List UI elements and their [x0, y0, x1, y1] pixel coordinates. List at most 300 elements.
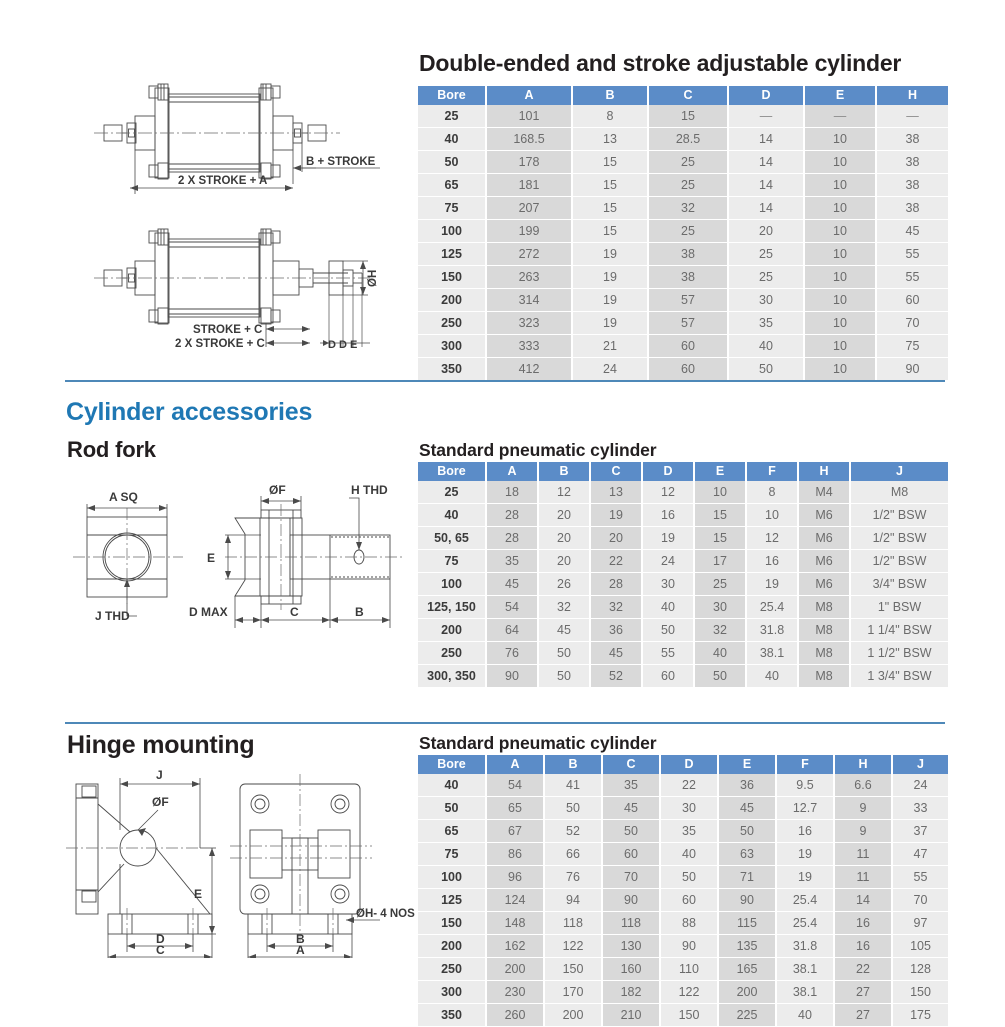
dim-label-2xstroke-a: 2 X STROKE + A: [178, 175, 268, 187]
cell-e: 32: [694, 619, 746, 642]
cell-c: 13: [590, 481, 642, 504]
cell-b: 15: [572, 197, 648, 220]
cell-j: 97: [892, 912, 948, 935]
cell-e: 17: [694, 550, 746, 573]
cell-b: 12: [538, 481, 590, 504]
cell-d: 25: [728, 266, 804, 289]
dim-label-j-thd: J THD: [95, 609, 130, 623]
cell-f: 12.7: [776, 797, 834, 820]
column-header-b: B: [538, 462, 590, 481]
cell-b: 26: [538, 573, 590, 596]
cell-e: 10: [804, 289, 876, 312]
cell-h: M8: [798, 619, 850, 642]
cell-a: 207: [486, 197, 572, 220]
cell-b: 24: [572, 358, 648, 381]
cell-b: 52: [544, 820, 602, 843]
cell-h: 38: [876, 128, 948, 151]
cell-j: M8: [850, 481, 948, 504]
table-row: [418, 912, 948, 935]
table-row: [418, 573, 948, 596]
cell-c: 130: [602, 935, 660, 958]
cell-c: 118: [602, 912, 660, 935]
cell-f: 9.5: [776, 774, 834, 797]
cell-d: 12: [642, 481, 694, 504]
cell-d: 19: [642, 527, 694, 550]
cell-d: 14: [728, 197, 804, 220]
cell-c: 28: [590, 573, 642, 596]
column-header-f: F: [776, 755, 834, 774]
cell-a: 314: [486, 289, 572, 312]
cell-a: 168.5: [486, 128, 572, 151]
cell-h: 9: [834, 797, 892, 820]
cell-bore: 350: [418, 358, 486, 381]
cell-h: M8: [798, 642, 850, 665]
cell-d: 30: [642, 573, 694, 596]
cell-c: 90: [602, 889, 660, 912]
column-header-c: C: [602, 755, 660, 774]
cell-b: 150: [544, 958, 602, 981]
cell-e: 10: [804, 335, 876, 358]
cell-a: 64: [486, 619, 538, 642]
cell-c: 50: [602, 820, 660, 843]
dim-label-b: B: [355, 605, 364, 619]
table-row: [418, 550, 948, 573]
cell-c: 38: [648, 243, 728, 266]
column-header-j: J: [892, 755, 948, 774]
cell-c: 60: [602, 843, 660, 866]
table-row: [418, 174, 948, 197]
cell-j: 1 1/2" BSW: [850, 642, 948, 665]
cell-c: 182: [602, 981, 660, 1004]
cell-j: 175: [892, 1004, 948, 1027]
dim-label-e: E: [350, 339, 358, 351]
column-header-e: E: [694, 462, 746, 481]
cell-a: 263: [486, 266, 572, 289]
cell-c: 45: [590, 642, 642, 665]
cell-bore: 100: [418, 573, 486, 596]
cell-d: 60: [642, 665, 694, 688]
column-header-j: J: [850, 462, 948, 481]
cell-c: 60: [648, 335, 728, 358]
cell-c: 15: [648, 105, 728, 128]
cell-a: 28: [486, 527, 538, 550]
cell-bore: 150: [418, 912, 486, 935]
cell-b: 20: [538, 550, 590, 573]
cell-b: 19: [572, 289, 648, 312]
dim-label-e-hinge: E: [194, 887, 203, 901]
table-row: [418, 1004, 948, 1027]
cell-h: M6: [798, 550, 850, 573]
cell-a: 35: [486, 550, 538, 573]
cell-h: 22: [834, 958, 892, 981]
table-rod-fork-wrapper: [418, 462, 948, 688]
cell-f: 10: [746, 504, 798, 527]
drawing-hinge-mounting: [60, 768, 420, 958]
column-header-d: D: [728, 86, 804, 105]
cell-b: 32: [538, 596, 590, 619]
cell-b: 13: [572, 128, 648, 151]
table-hinge-wrapper: [418, 755, 948, 1027]
cell-e: 10: [694, 481, 746, 504]
cell-d: 40: [660, 843, 718, 866]
cell-e: 135: [718, 935, 776, 958]
column-header-d: D: [660, 755, 718, 774]
cell-j: 37: [892, 820, 948, 843]
cell-bore: 125: [418, 243, 486, 266]
cell-j: 70: [892, 889, 948, 912]
dim-label-c-hinge: C: [156, 943, 165, 957]
cell-h: 16: [834, 935, 892, 958]
cell-j: 150: [892, 981, 948, 1004]
cell-bore: 250: [418, 958, 486, 981]
cell-j: 1/2" BSW: [850, 527, 948, 550]
cell-b: 8: [572, 105, 648, 128]
dim-label-2xstroke-c: 2 X STROKE + C: [175, 338, 265, 350]
cell-d: 24: [642, 550, 694, 573]
cell-d: 110: [660, 958, 718, 981]
cell-c: 28.5: [648, 128, 728, 151]
cell-f: 38.1: [746, 642, 798, 665]
cell-f: 19: [776, 843, 834, 866]
column-header-h: H: [798, 462, 850, 481]
cell-d: 14: [728, 151, 804, 174]
cell-f: 19: [776, 866, 834, 889]
column-header-b: B: [544, 755, 602, 774]
cell-h: 11: [834, 866, 892, 889]
cell-e: 225: [718, 1004, 776, 1027]
cell-d: 55: [642, 642, 694, 665]
table-row: [418, 642, 948, 665]
cell-c: 57: [648, 289, 728, 312]
cell-d: 88: [660, 912, 718, 935]
table-row: [418, 335, 948, 358]
cell-h: M6: [798, 504, 850, 527]
cell-e: 200: [718, 981, 776, 1004]
cell-d: 122: [660, 981, 718, 1004]
dim-label-a-hinge: A: [296, 943, 305, 957]
cell-j: 24: [892, 774, 948, 797]
cell-a: 65: [486, 797, 544, 820]
cell-c: 20: [590, 527, 642, 550]
cell-e: 30: [694, 596, 746, 619]
cell-b: 21: [572, 335, 648, 358]
cell-h: 75: [876, 335, 948, 358]
cell-e: 10: [804, 128, 876, 151]
cell-e: 50: [718, 820, 776, 843]
cell-bore: 40: [418, 774, 486, 797]
cell-j: 55: [892, 866, 948, 889]
column-header-h: H: [834, 755, 892, 774]
table-double-ended-wrapper: [418, 86, 948, 381]
cell-f: 40: [746, 665, 798, 688]
cell-j: 128: [892, 958, 948, 981]
dim-label-d-1: D: [328, 339, 336, 351]
cell-f: 25.4: [776, 889, 834, 912]
column-header-e: E: [804, 86, 876, 105]
drawing-stroke-adjustable-cylinder: [80, 215, 410, 365]
dim-label-dia-h: ØH: [367, 269, 379, 287]
cell-j: 105: [892, 935, 948, 958]
cell-h: 27: [834, 981, 892, 1004]
cell-bore: 40: [418, 128, 486, 151]
cell-bore: 75: [418, 550, 486, 573]
cell-bore: 65: [418, 820, 486, 843]
table-row: [418, 504, 948, 527]
table-row: [418, 220, 948, 243]
cell-b: 15: [572, 220, 648, 243]
column-header-bore: Bore: [418, 462, 486, 481]
cell-bore: 250: [418, 642, 486, 665]
cell-e: 10: [804, 174, 876, 197]
cell-j: 47: [892, 843, 948, 866]
table-row: [418, 197, 948, 220]
cell-bore: 300: [418, 335, 486, 358]
column-header-bore: Bore: [418, 755, 486, 774]
cell-b: 41: [544, 774, 602, 797]
cell-bore: 75: [418, 843, 486, 866]
cell-a: 333: [486, 335, 572, 358]
cell-f: 16: [776, 820, 834, 843]
dim-label-b-stroke: B + STROKE: [306, 156, 376, 168]
cell-e: 10: [804, 220, 876, 243]
cell-c: 35: [602, 774, 660, 797]
cell-a: 45: [486, 573, 538, 596]
cell-bore: 25: [418, 481, 486, 504]
cell-bore: 200: [418, 935, 486, 958]
cell-bore: 125: [418, 889, 486, 912]
cell-a: 86: [486, 843, 544, 866]
cell-j: 33: [892, 797, 948, 820]
cell-f: 12: [746, 527, 798, 550]
table-row: [418, 774, 948, 797]
cell-e: 10: [804, 266, 876, 289]
cell-a: 28: [486, 504, 538, 527]
cell-a: 162: [486, 935, 544, 958]
table-hinge-mounting: [418, 755, 948, 1027]
cell-d: 30: [660, 797, 718, 820]
cell-c: 36: [590, 619, 642, 642]
cell-b: 50: [538, 665, 590, 688]
cell-a: 96: [486, 866, 544, 889]
dim-label-j: J: [156, 768, 163, 782]
cell-h: 6.6: [834, 774, 892, 797]
dim-label-dia-h-4nos: ØH- 4 NOS: [356, 908, 415, 920]
cell-f: 25.4: [776, 912, 834, 935]
cell-a: 124: [486, 889, 544, 912]
cell-d: 25: [728, 243, 804, 266]
cell-f: 25.4: [746, 596, 798, 619]
cell-d: 50: [660, 866, 718, 889]
table-header-row: [418, 86, 948, 105]
cell-h: 11: [834, 843, 892, 866]
cell-a: 54: [486, 596, 538, 619]
column-header-c: C: [590, 462, 642, 481]
cell-b: 50: [544, 797, 602, 820]
cell-d: 30: [728, 289, 804, 312]
cell-e: 50: [694, 665, 746, 688]
table2-title: Standard pneumatic cylinder: [419, 440, 657, 460]
column-header-c: C: [648, 86, 728, 105]
cell-e: 15: [694, 504, 746, 527]
cell-d: 22: [660, 774, 718, 797]
cell-e: 90: [718, 889, 776, 912]
cell-bore: 40: [418, 504, 486, 527]
table-row: [418, 128, 948, 151]
cell-a: 272: [486, 243, 572, 266]
cell-e: 45: [718, 797, 776, 820]
dim-label-stroke-c: STROKE + C: [193, 324, 263, 336]
cell-h: M6: [798, 527, 850, 550]
table3-title: Standard pneumatic cylinder: [419, 733, 657, 753]
cell-a: 230: [486, 981, 544, 1004]
cell-a: 54: [486, 774, 544, 797]
cell-c: 32: [648, 197, 728, 220]
table-row: [418, 665, 948, 688]
cell-f: 38.1: [776, 958, 834, 981]
page-title-double-ended: Double-ended and stroke adjustable cylinder: [419, 50, 902, 76]
cell-f: 19: [746, 573, 798, 596]
column-header-h: H: [876, 86, 948, 105]
cell-d: 50: [642, 619, 694, 642]
cell-e: 115: [718, 912, 776, 935]
cell-bore: 200: [418, 289, 486, 312]
cell-h: M6: [798, 573, 850, 596]
cell-e: 15: [694, 527, 746, 550]
cell-d: 90: [660, 935, 718, 958]
cell-e: 10: [804, 312, 876, 335]
cell-c: 32: [590, 596, 642, 619]
cell-d: 16: [642, 504, 694, 527]
cell-b: 15: [572, 151, 648, 174]
cell-b: 20: [538, 527, 590, 550]
cell-h: 38: [876, 151, 948, 174]
cell-c: 60: [648, 358, 728, 381]
dim-label-e: E: [207, 551, 216, 565]
cell-b: 76: [544, 866, 602, 889]
cell-d: 35: [660, 820, 718, 843]
cell-b: 45: [538, 619, 590, 642]
table-row: [418, 981, 948, 1004]
cell-h: 38: [876, 174, 948, 197]
cell-c: 52: [590, 665, 642, 688]
cell-c: 19: [590, 504, 642, 527]
cell-c: 45: [602, 797, 660, 820]
cell-c: 70: [602, 866, 660, 889]
cell-bore: 250: [418, 312, 486, 335]
cell-h: 27: [834, 1004, 892, 1027]
cell-a: 412: [486, 358, 572, 381]
table-row: [418, 843, 948, 866]
cell-c: 25: [648, 220, 728, 243]
table-row: [418, 820, 948, 843]
dim-label-c: C: [290, 605, 299, 619]
cell-c: 57: [648, 312, 728, 335]
cell-c: 22: [590, 550, 642, 573]
cell-a: 181: [486, 174, 572, 197]
table-double-ended: [418, 86, 948, 381]
cell-a: 199: [486, 220, 572, 243]
table-row: [418, 935, 948, 958]
cell-bore: 350: [418, 1004, 486, 1027]
cell-f: 8: [746, 481, 798, 504]
cell-e: 71: [718, 866, 776, 889]
cell-j: 1 3/4" BSW: [850, 665, 948, 688]
cell-c: 25: [648, 151, 728, 174]
cell-d: 35: [728, 312, 804, 335]
cell-e: 63: [718, 843, 776, 866]
cell-a: 323: [486, 312, 572, 335]
cell-b: 94: [544, 889, 602, 912]
table-row: [418, 527, 948, 550]
dim-label-a-sq: A SQ: [109, 490, 138, 504]
table-header-row: [418, 755, 948, 774]
cell-bore: 50: [418, 797, 486, 820]
cell-b: 118: [544, 912, 602, 935]
column-header-bore: Bore: [418, 86, 486, 105]
cell-b: 66: [544, 843, 602, 866]
cell-h: 38: [876, 197, 948, 220]
cell-a: 18: [486, 481, 538, 504]
cell-f: 31.8: [776, 935, 834, 958]
cell-h: 9: [834, 820, 892, 843]
cell-a: 200: [486, 958, 544, 981]
cell-f: 38.1: [776, 981, 834, 1004]
cell-b: 200: [544, 1004, 602, 1027]
cell-d: 150: [660, 1004, 718, 1027]
column-header-e: E: [718, 755, 776, 774]
cell-h: M4: [798, 481, 850, 504]
cell-d: —: [728, 105, 804, 128]
cell-bore: 300: [418, 981, 486, 1004]
subsection-title-hinge-mounting: Hinge mounting: [67, 731, 255, 759]
cell-d: 14: [728, 174, 804, 197]
column-header-a: A: [486, 755, 544, 774]
cell-c: 25: [648, 174, 728, 197]
table-row: [418, 889, 948, 912]
cell-bore: 100: [418, 866, 486, 889]
cell-e: 10: [804, 358, 876, 381]
cell-j: 3/4" BSW: [850, 573, 948, 596]
cell-d: 40: [642, 596, 694, 619]
cell-h: 14: [834, 889, 892, 912]
cell-a: 148: [486, 912, 544, 935]
cell-h: 90: [876, 358, 948, 381]
table-row: [418, 151, 948, 174]
dim-label-d-2: D: [339, 339, 347, 351]
cell-b: 20: [538, 504, 590, 527]
table-row: [418, 289, 948, 312]
cell-bore: 25: [418, 105, 486, 128]
cell-a: 260: [486, 1004, 544, 1027]
cell-h: —: [876, 105, 948, 128]
cell-bore: 200: [418, 619, 486, 642]
cell-h: M8: [798, 596, 850, 619]
cell-f: 40: [776, 1004, 834, 1027]
cell-j: 1" BSW: [850, 596, 948, 619]
dim-label-b-hinge: B: [296, 932, 305, 946]
cell-f: 31.8: [746, 619, 798, 642]
cell-e: 165: [718, 958, 776, 981]
table-row: [418, 105, 948, 128]
cell-h: 55: [876, 266, 948, 289]
cell-bore: 50: [418, 151, 486, 174]
cell-b: 19: [572, 312, 648, 335]
cell-a: 67: [486, 820, 544, 843]
dim-label-d-hinge: D: [156, 932, 165, 946]
table-rod-fork: [418, 462, 948, 688]
table-row: [418, 266, 948, 289]
cell-d: 60: [660, 889, 718, 912]
